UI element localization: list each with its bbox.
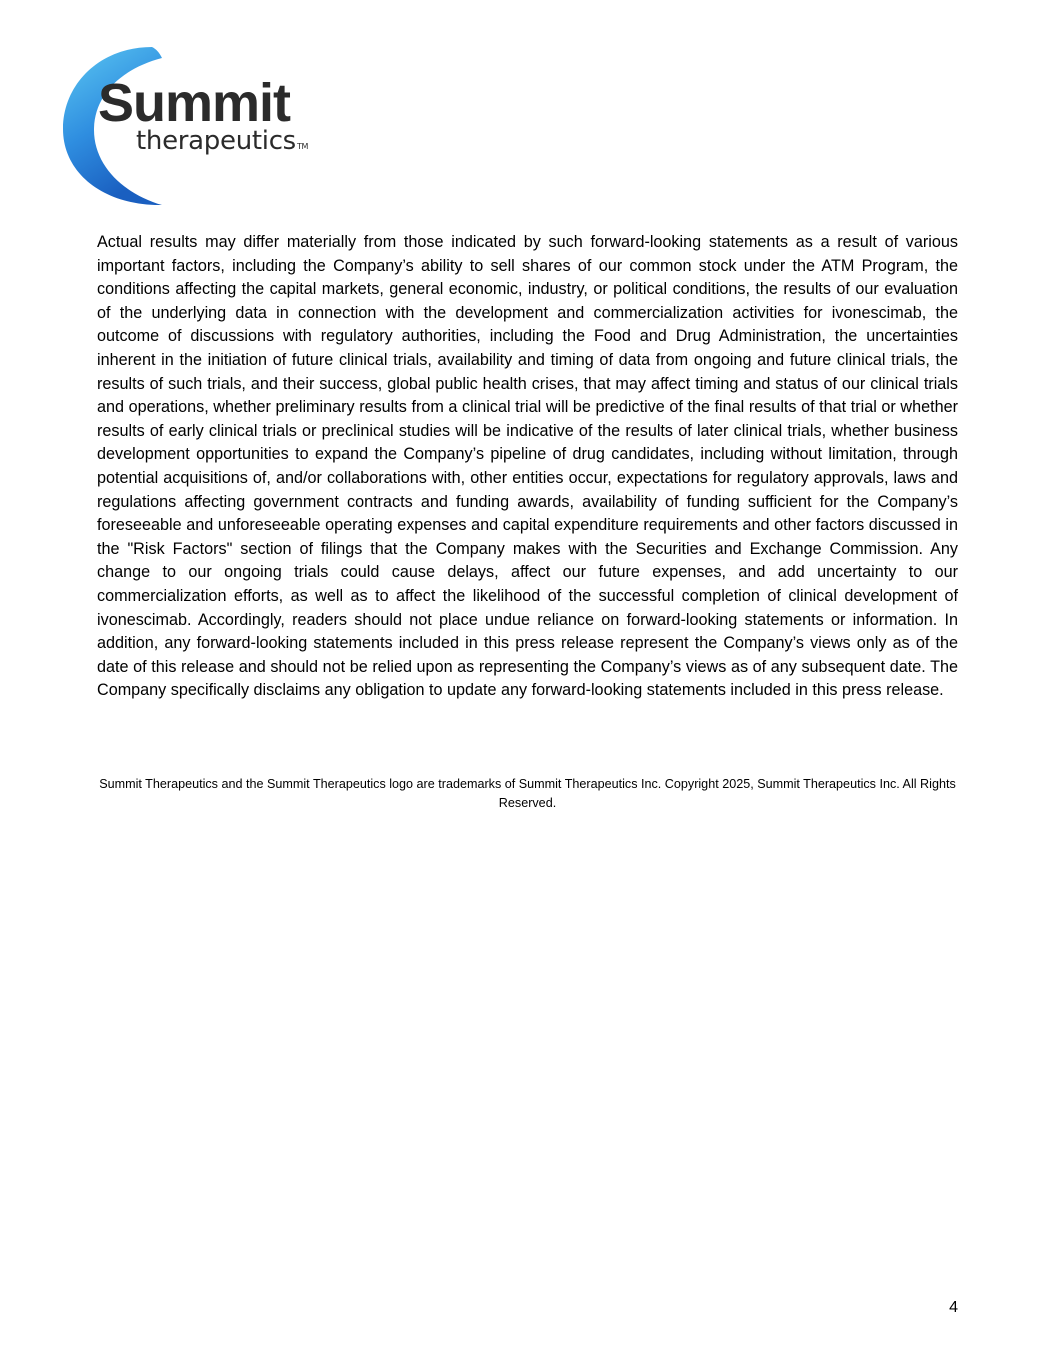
page-number: 4	[949, 1299, 958, 1316]
trademark-notice: Summit Therapeutics and the Summit Therapeutics logo are trademarks of Summit Therapeutics Inc. Copyright 2025, Summit Therapeutics Inc. All Rights Reserved.	[99, 777, 956, 810]
logo-subtitle-text: therapeutics	[136, 126, 296, 156]
logo-trademark: TM	[296, 142, 309, 151]
logo-subtitle	[136, 126, 308, 162]
company-logo	[60, 44, 330, 209]
logo-wordmark: Summit	[98, 73, 291, 133]
body-paragraph: Actual results may differ materially from those indicated by such forward-looking statements as a result of various important factors, including the Company’s ability to sell shares of our common stock under the ATM Program, the conditions affecting the capital markets, general economic, industry, or political conditions, the results of our evaluation of the underlying data in connection with the development and commercialization activities for ivonescimab, the outcome of discussions with regulatory authorities, including the Food and Drug Administration, the uncertainties inherent in the initiation of future clinical trials, availability and timing of data from ongoing and future clinical trials, the results of such trials, and their success, global public health crises, that may affect timing and status of our clinical trials and operations, whether preliminary results from a clinical trial will be predictive of the final results of that trial or whether results of early clinical trials or preclinical studies will be indicative of the results of later clinical trials, whether business development opportunities to expand the Company’s pipeline of drug candidates, including without limitation, through potential acquisitions of, and/or collaborations with, other entities occur, expectations for regulatory approvals, laws and regulations affecting government contracts and funding awards, availability of funding sufficient for the Company’s foreseeable and unforeseeable operating expenses and capital expenditure requirements and other factors discussed in the "Risk Factors" section of filings that the Company makes with the Securities and Exchange Commission. Any change to our ongoing trials could cause delays, affect our future expenses, and add uncertainty to our commercialization efforts, as well as to affect the likelihood of the successful completion of clinical development of ivonescimab. Accordingly, readers should not place undue reliance on forward-looking statements or information. In addition, any forward-looking statements included in this press release represent the Company’s views only as of the date of this release and should not be relied upon as representing the Company’s views as of any subsequent date. The Company specifically disclaims any obligation to update any forward-looking statements included in this press release.	[97, 233, 958, 700]
